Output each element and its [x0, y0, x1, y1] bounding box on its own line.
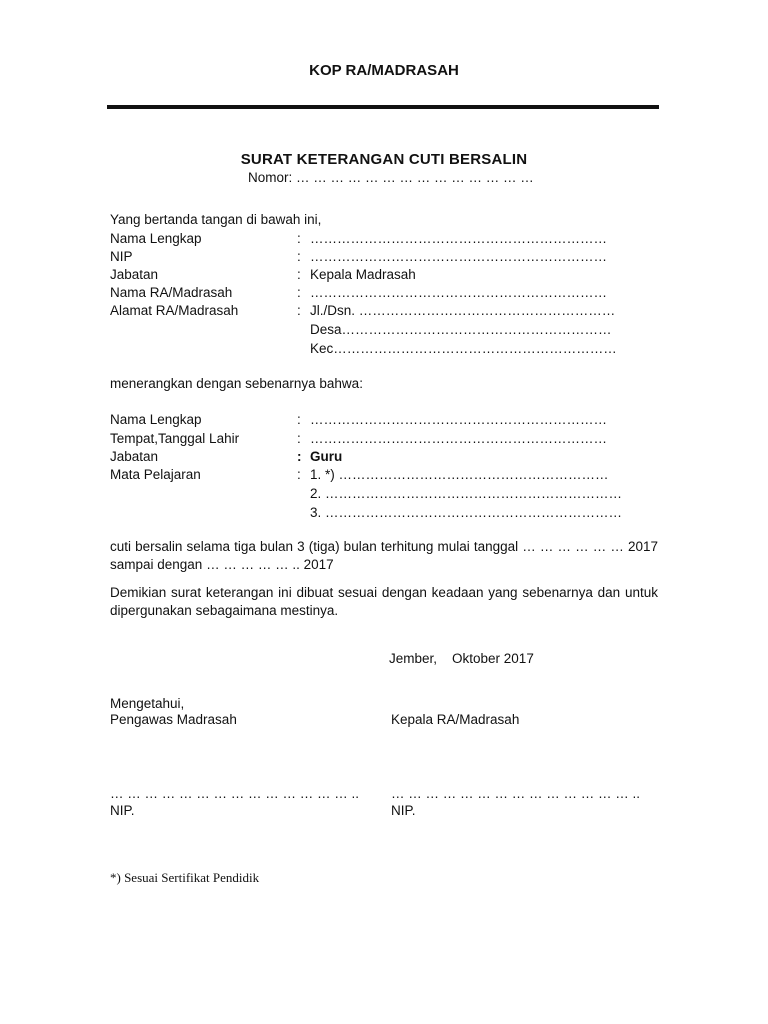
signer-address-label: Alamat RA/Madrasah: [110, 303, 239, 318]
subject-lesson-colon: :: [297, 467, 301, 482]
subject-lesson-label: Mata Pelajaran: [110, 467, 201, 482]
headmaster-signature-line: … … … … … … … … … … … … … … ..: [391, 786, 641, 801]
subject-name-label: Nama Lengkap: [110, 412, 202, 427]
document-title: SURAT KETERANGAN CUTI BERSALIN: [240, 151, 528, 168]
subject-name-value: …………………………………………………………: [310, 412, 607, 427]
supervisor-title: Pengawas Madrasah: [110, 712, 237, 727]
subject-birth-colon: :: [297, 431, 301, 446]
signer-nip-value: …………………………………………………………: [310, 249, 607, 264]
footnote: *) Sesuai Sertifikat Pendidik: [110, 870, 260, 885]
signer-nip-label: NIP: [110, 249, 133, 264]
subject-name-colon: :: [297, 412, 301, 427]
subject-position-value: Guru: [310, 449, 343, 464]
signer-position-label: Jabatan: [110, 267, 159, 282]
place-date: Jember, Oktober 2017: [389, 651, 534, 666]
signer-name-colon: :: [297, 231, 301, 246]
subject-lesson-value-3: 3. …………………………………………………………: [310, 505, 623, 520]
signer-intro: Yang bertanda tangan di bawah ini,: [110, 212, 322, 227]
headmaster-title: Kepala RA/Madrasah: [391, 712, 520, 727]
signer-position-value: Kepala Madrasah: [310, 267, 416, 282]
leave-period-paragraph: cuti bersalin selama tiga bulan 3 (tiga) bulan terhitung mulai tanggal … … … … … … 2017 sampai dengan … … … … … .. 2017: [110, 539, 658, 572]
supervisor-signature-line: … … … … … … … … … … … … … … ..: [110, 786, 360, 801]
signer-address-colon: :: [297, 303, 301, 318]
headmaster-nip: NIP.: [391, 803, 416, 818]
signer-name-value: …………………………………………………………: [310, 231, 607, 246]
document-number: Nomor: … … … … … … … … … … … … … …: [248, 170, 534, 185]
signer-address-value: Jl./Dsn. …………………………………………………: [310, 303, 616, 318]
signer-school-value: …………………………………………………………: [310, 285, 607, 300]
signer-position-colon: :: [297, 267, 301, 282]
signer-school-label: Nama RA/Madrasah: [110, 285, 233, 300]
statement-text: menerangkan dengan sebenarnya bahwa:: [110, 376, 363, 391]
signer-school-colon: :: [297, 285, 301, 300]
subject-position-colon: :: [297, 449, 302, 464]
subject-lesson-value-1: 1. *) ……………………………………………………: [310, 467, 609, 482]
supervisor-nip: NIP.: [110, 803, 135, 818]
subject-lesson-value-2: 2. …………………………………………………………: [310, 486, 623, 501]
subject-birth-value: …………………………………………………………: [310, 431, 607, 446]
letterhead-title: KOP RA/MADRASAH: [309, 62, 459, 79]
signer-nip-colon: :: [297, 249, 301, 264]
signer-name-label: Nama Lengkap: [110, 231, 202, 246]
closing-paragraph: Demikian surat keterangan ini dibuat sesuai dengan keadaan yang sebenarnya dan untuk dipergunakan sebagaimana mestinya.: [110, 585, 658, 618]
acknowledged-label: Mengetahui,: [110, 696, 185, 711]
signer-address-desa: Desa……………………………………………………: [310, 322, 612, 337]
letterhead-divider: [107, 105, 659, 109]
subject-birth-label: Tempat,Tanggal Lahir: [110, 431, 240, 446]
subject-position-label: Jabatan: [110, 449, 159, 464]
signer-address-kec: Kec………………………………………………………: [310, 341, 617, 356]
